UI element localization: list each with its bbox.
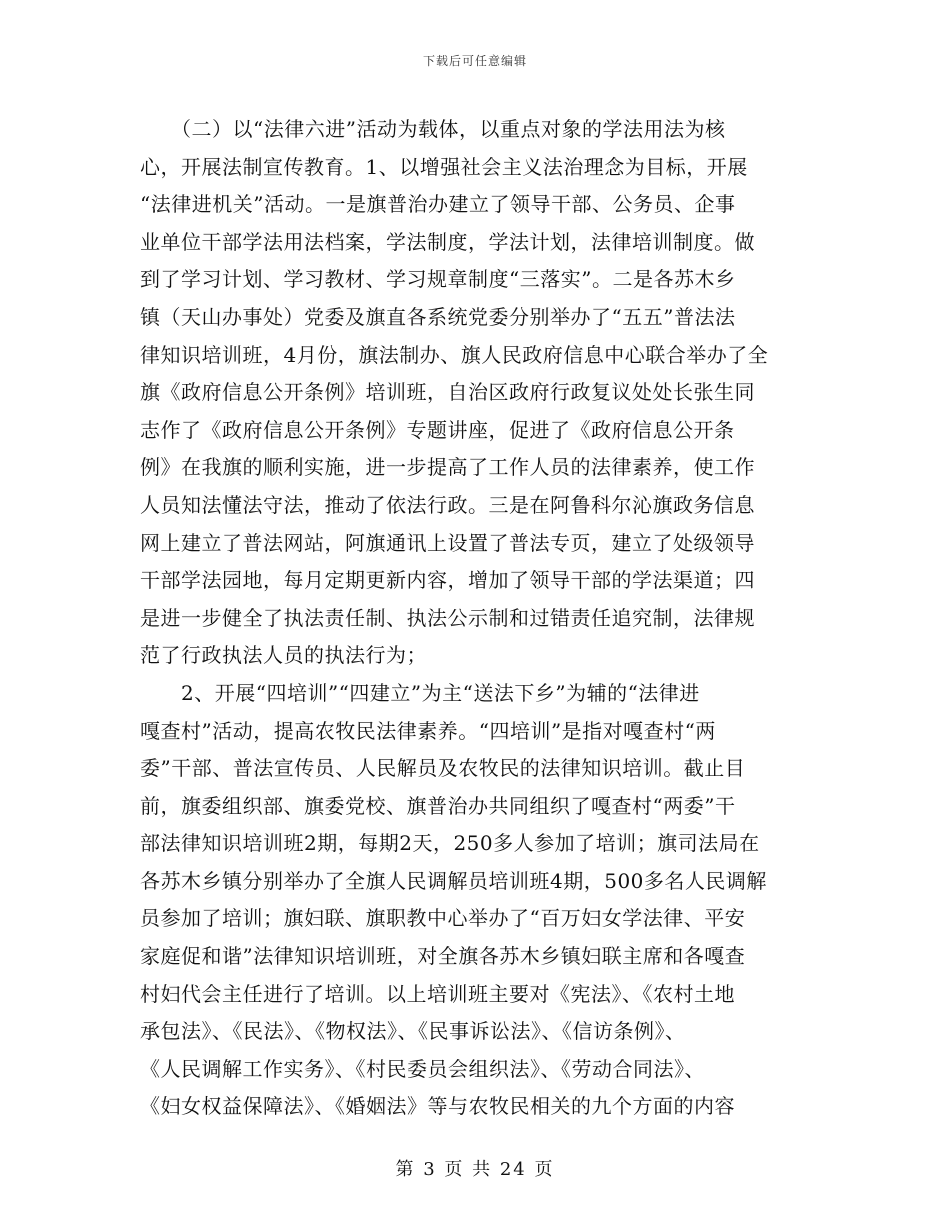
text-line: 镇（天山办事处）党委及旗直各系统党委分别举办了“五五”普法法 <box>140 304 736 329</box>
text-line: （二）以“法律六进”活动为载体，以重点对象的学法用法为核 <box>140 117 726 141</box>
text-line: 委”干部、普法宣传员、人民解员及农牧民的法律知识培训。截止目 <box>140 756 746 781</box>
page-header: 下载后可任意编辑 <box>422 54 527 68</box>
page-number-footer: 第 3 页 共 24 页 <box>395 1159 555 1180</box>
text-line: 嘎查村”活动，提高农牧民法律素养。“四培训”是指对嘎查村“两 <box>140 718 716 743</box>
text-line: 是进一步健全了执法责任制、执法公示制和过错责任追究制，法律规 <box>140 605 755 630</box>
text-line: 《人民调解工作实务》、《村民委员会组织法》、《劳动合同法》、 <box>140 1056 705 1081</box>
text-line: 志作了《政府信息公开条例》专题讲座，促进了《政府信息公开条 <box>140 417 735 442</box>
text-line: 员参加了培训；旗妇联、旗职教中心举办了“百万妇女学法律、平安 <box>140 906 746 931</box>
text-line: 前，旗委组织部、旗委党校、旗普治办共同组织了嘎查村“两委”干 <box>140 793 736 818</box>
text-line: 律知识培训班，4月份，旗法制办、旗人民政府信息中心联合举办了全 <box>140 342 769 367</box>
text-line: 业单位干部学法用法档案，学法制度，学法计划，法律培训制度。做 <box>140 229 755 254</box>
text-line: 2、开展“四培训”“四建立”为主“送法下乡”为辅的“法律进 <box>140 680 700 705</box>
text-line: 承包法》、《民法》、《物权法》、《民事诉讼法》、《信访条例》、 <box>140 1019 686 1044</box>
text-line: 网上建立了普法网站，阿旗通讯上设置了普法专页，建立了处级领导 <box>140 530 755 555</box>
text-line: 例》在我旗的顺利实施，进一步提高了工作人员的法律素养，使工作 <box>140 455 755 480</box>
text-line: 部法律知识培训班2期，每期2天，250多人参加了培训；旗司法局在 <box>140 831 760 856</box>
text-line: 心，开展法制宣传教育。1、以增强社会主义法治理念为目标，开展 <box>140 154 748 179</box>
document-body <box>140 111 800 1126</box>
text-line: 到了学习计划、学习教材、学习规章制度“三落实”。二是各苏木乡 <box>140 267 736 292</box>
text-line: 范了行政执法人员的执法行为； <box>140 643 427 668</box>
text-line: 各苏木乡镇分别举办了全旗人民调解员培训班4期，500多名人民调解 <box>140 868 767 893</box>
text-line: 人员知法懂法守法，推动了依法行政。三是在阿鲁科尔沁旗政务信息 <box>140 492 755 517</box>
text-line: 旗《政府信息公开条例》培训班，自治区政府行政复议处处长张生同 <box>140 380 755 405</box>
text-line: “法律进机关”活动。一是旗普治办建立了领导干部、公务员、企事 <box>140 192 736 217</box>
text-line: 家庭促和谐”法律知识培训班，对全旗各苏木乡镇妇联主席和各嘎查 <box>140 944 746 969</box>
text-line: 干部学法园地，每月定期更新内容，增加了领导干部的学法渠道；四 <box>140 568 755 593</box>
text-line: 《妇女权益保障法》、《婚姻法》等与农牧民相关的九个方面的内容 <box>140 1094 735 1119</box>
text-line: 村妇代会主任进行了培训。以上培训班主要对《宪法》、《农村土地 <box>140 981 735 1006</box>
